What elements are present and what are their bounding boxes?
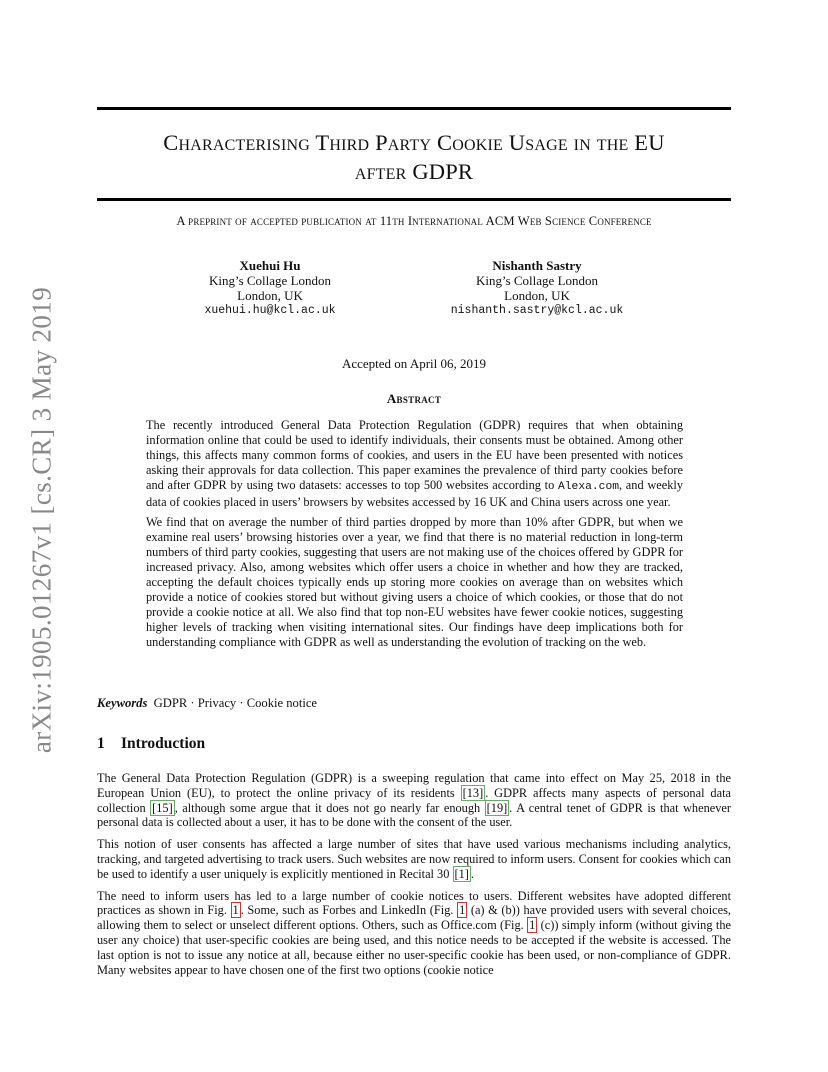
abstract-body	[146, 418, 683, 655]
abstract-heading: Abstract	[386, 391, 442, 406]
introduction-body	[97, 771, 731, 984]
body-text: . Some, such as Forbes and LinkedIn (Fig.	[240, 903, 458, 918]
body-text: (a) & (b)) have provided users with several choices, allowing them to select or unselect different options. Others, such as Office.com (Fig.	[97, 903, 731, 933]
paper-title-line-2: after GDPR	[354, 159, 474, 184]
keywords-label: Keywords	[97, 696, 148, 710]
author-email: nishanth.sastry@kcl.ac.uk	[450, 304, 624, 317]
body-text: The General Data Protection Regulation (GDPR) is a sweeping regulation that came into effect on May 25, 2018 in the European Union (EU), to protect the online privacy of its residents	[97, 771, 731, 800]
author-location: London, UK	[504, 288, 570, 303]
paper-title	[97, 128, 731, 186]
body-paragraph	[97, 837, 731, 881]
figure-link[interactable]: 1	[529, 918, 536, 933]
body-text: , although some argue that it does not go nearly far enough	[174, 800, 485, 815]
author-block	[190, 258, 350, 318]
alexa-link-text: Alexa.com	[557, 481, 619, 493]
abstract-text: The recently introduced General Data Protection Regulation (GDPR) requires that when obtaining information online that could be used to identify individuals, their consents must be obtained. Among other things, this affects many common forms of cookies, and users in the EU have been presented with notices asking their approvals for data collection. This paper examines the prevalence of third party cookies before and after GDPR by using two datasets: accesses to top 500 websites according to	[146, 418, 683, 492]
body-text: The need to inform users has led to a large number of cookie notices to users. Different websites have adopted different practices as shown in Fig.	[97, 888, 731, 918]
title-rule-bottom	[97, 198, 731, 201]
body-text: . GDPR affects many aspects of personal data collection	[97, 785, 731, 815]
citation-link[interactable]: [19]	[486, 800, 508, 815]
body-paragraph	[97, 889, 731, 978]
figure-link[interactable]: 1	[459, 903, 466, 918]
body-paragraph	[97, 771, 731, 830]
abstract-paragraph: We find that on average the number of third parties dropped by more than 10% after GDPR, but when we examine real users’ browsing histories over a year, we find that there is no material reduction in long-term numbers of third party cookies, suggesting that users are not making use of the choices offered by GDPR for increased privacy. Also, among websites which offer users a choice in whether and how they are tracked, accepting the default choices typically ends up storing more cookies on average than on websites which provide a notice of cookies stored but without giving users a choice of which cookies, or those that do not provide a cookie notice at all. We also find that top non-EU websites have fewer cookie notices, suggesting higher levels of tracking when visiting international sites. Our findings have deep implications both for understanding compliance with GDPR as well as understanding the evolution of tracking on the web.	[146, 515, 683, 649]
author-affiliation: King’s Collage London	[208, 273, 332, 288]
preprint-note: A preprint of accepted publication at 11th International ACM Web Science Conference	[176, 214, 652, 228]
section-title: Introduction	[121, 735, 206, 752]
author-affiliation: King’s Collage London	[475, 273, 599, 288]
citation-link[interactable]: [1]	[454, 866, 469, 881]
citation-link[interactable]: [13]	[462, 785, 484, 800]
section-heading	[97, 735, 205, 753]
figure-link[interactable]: 1	[232, 903, 239, 918]
accepted-date: Accepted on April 06, 2019	[341, 356, 487, 371]
author-email: xuehui.hu@kcl.ac.uk	[204, 304, 336, 317]
keywords-text: GDPR · Privacy · Cookie notice	[153, 696, 318, 710]
body-text: (c)) simply inform (without giving the user any choice) that user-specific cookies are being used, and this notice needs to be accepted if the website is accessed. The last option is not to issue any notice at all, because either no user-specific cookie has been used, or non-compliance of GDPR. Many websites appear to have chosen one of the first two options (cookie notice	[97, 918, 731, 977]
keywords-line	[97, 696, 317, 711]
arxiv-identifier-stamp: arXiv:1905.01267v1 [cs.CR] 3 May 2019	[26, 286, 57, 754]
paper-title-line-1: Characterising Third Party Cookie Usage in the EU	[163, 130, 665, 155]
abstract-paragraph	[146, 418, 683, 510]
body-text: .	[470, 866, 474, 881]
author-location: London, UK	[237, 288, 303, 303]
body-text: This notion of user consents has affected a large number of sites that have used various mechanisms including analytics, tracking, and targeted advertising to track users. Such websites are now required to inform users. Consent for cookies which can be used to identify a user uniquely is explicitly mentioned in Recital 30	[97, 837, 731, 881]
body-text: . A central tenet of GDPR is that whenever personal data is collected about a user, it has to be done with the consent of the user.	[97, 800, 731, 830]
author-name: Nishanth Sastry	[492, 258, 582, 273]
section-number: 1	[97, 735, 105, 752]
author-block	[437, 258, 637, 318]
author-name: Xuehui Hu	[239, 258, 301, 273]
abstract-text: , and weekly data of cookies placed in users’ browsers by websites accessed by 16 UK and China users across one year.	[146, 478, 683, 509]
citation-link[interactable]: [15]	[152, 800, 173, 815]
title-rule-top	[97, 107, 731, 110]
